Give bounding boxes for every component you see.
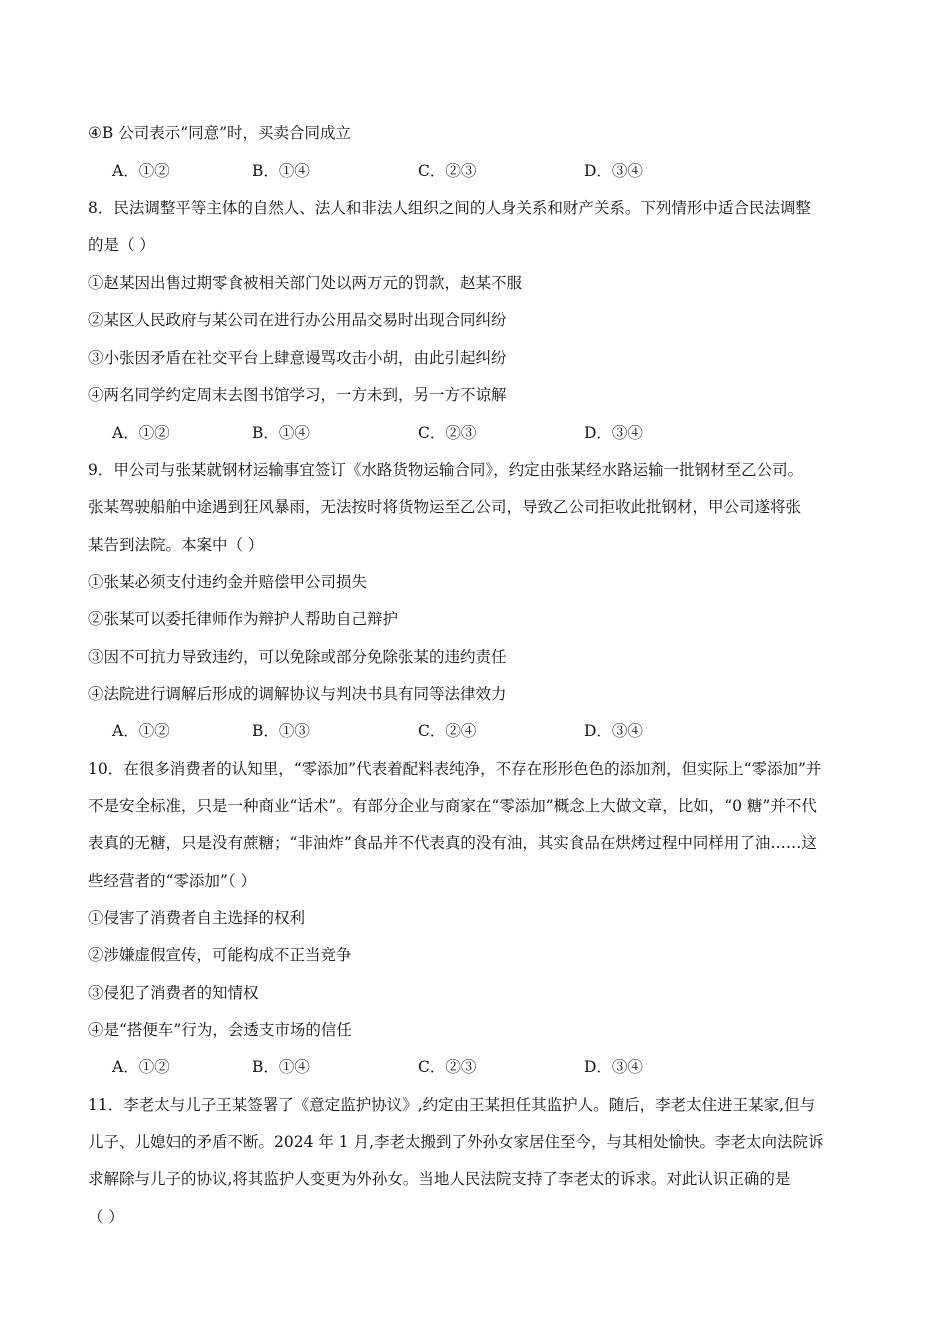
q8-option-b[interactable]: B．①④ (252, 424, 310, 442)
q8-stem-line-1: 8．民法调整平等主体的自然人、法人和非法人组织之间的人身关系和财产关系。下列情形中适合民法调整 (88, 199, 811, 217)
q9-stem-line-2: 张某驾驶船舶中途遇到狂风暴雨，无法按时将货物运至乙公司，导致乙公司拒收此批钢材，甲公司遂将张 (88, 498, 802, 516)
q7-option-a[interactable]: A．①② (112, 162, 170, 180)
q10-stem-line-4: 些经营者的“零添加”（ ） (88, 872, 257, 890)
q7-option-d[interactable]: D．③④ (584, 162, 643, 180)
q7-option-c[interactable]: C．②③ (418, 162, 477, 180)
q9-statement-2: ②张某可以委托律师作为辩护人帮助自己辩护 (88, 610, 399, 628)
q7-options (112, 160, 672, 182)
q9-statement-3: ③因不可抗力导致违约，可以免除或部分免除张某的违约责任 (88, 648, 507, 666)
q8-statement-4: ④两名同学约定周末去图书馆学习，一方未到，另一方不谅解 (88, 386, 507, 404)
q11-stem-line-4: （ ） (88, 1208, 124, 1226)
q10-options (112, 1056, 672, 1078)
q8-option-a[interactable]: A．①② (112, 424, 170, 442)
q7-statement-4: ④B 公司表示“同意”时，买卖合同成立 (88, 124, 352, 142)
q8-option-d[interactable]: D．③④ (584, 424, 643, 442)
q9-statement-1: ①张某必须支付违约金并赔偿甲公司损失 (88, 573, 368, 591)
q8-statement-2: ②某区人民政府与某公司在进行办公用品交易时出现合同纠纷 (88, 311, 507, 329)
q10-statement-4: ④是“搭便车”行为，会透支市场的信任 (88, 1021, 352, 1039)
q9-statement-4: ④法院进行调解后形成的调解协议与判决书具有同等法律效力 (88, 685, 507, 703)
q8-options (112, 422, 672, 444)
q10-statement-1: ①侵害了消费者自主选择的权利 (88, 909, 306, 927)
q8-statement-3: ③小张因矛盾在社交平台上肆意谩骂攻击小胡，由此引起纠纷 (88, 349, 507, 367)
q8-statement-1: ①赵某因出售过期零食被相关部门处以两万元的罚款，赵某不服 (88, 274, 523, 292)
q9-options (112, 720, 672, 742)
q9-option-c[interactable]: C．②④ (418, 722, 477, 740)
q10-option-c[interactable]: C．②③ (418, 1058, 477, 1076)
q10-option-d[interactable]: D．③④ (584, 1058, 643, 1076)
q9-option-a[interactable]: A．①② (112, 722, 170, 740)
q8-stem-line-2: 的是（ ） (88, 236, 155, 254)
q9-option-d[interactable]: D．③④ (584, 722, 643, 740)
q9-stem-line-1: 9．甲公司与张某就钢材运输事宜签订《水路货物运输合同》，约定由张某经水路运输一批钢材至乙公司。 (88, 461, 804, 479)
q9-option-b[interactable]: B．①③ (252, 722, 310, 740)
q11-stem-line-2: 儿子、儿媳妇的矛盾不断。2024 年 1 月,李老太搬到了外孙女家居住至今，与其相处愉快。李老太向法院诉 (88, 1133, 824, 1151)
q10-stem-line-1: 10．在很多消费者的认知里，“零添加”代表着配料表纯净，不存在形形色色的添加剂，但实际上“零添加”并 (88, 760, 822, 778)
q10-option-b[interactable]: B．①④ (252, 1058, 310, 1076)
q7-option-b[interactable]: B．①④ (252, 162, 310, 180)
q10-statement-2: ②涉嫌虚假宣传，可能构成不正当竞争 (88, 946, 352, 964)
q10-statement-3: ③侵犯了消费者的知情权 (88, 984, 259, 1002)
q11-stem-line-3: 求解除与儿子的协议,将其监护人变更为外孙女。当地人民法院支持了李老太的诉求。对此认识正确的是 (88, 1170, 791, 1188)
q11-stem-line-1: 11．李老太与儿子王某签署了《意定监护协议》,约定由王某担任其监护人。随后，李老太住进王某家,但与 (88, 1096, 816, 1114)
q9-stem-line-3: 某告到法院。本案中（ ） (88, 536, 264, 554)
q8-option-c[interactable]: C．②③ (418, 424, 477, 442)
q10-option-a[interactable]: A．①② (112, 1058, 170, 1076)
q10-stem-line-3: 表真的无糖，只是没有蔗糖；“非油炸”食品并不代表真的没有油，其实食品在烘烤过程中同样用了油……这 (88, 834, 817, 852)
q10-stem-line-2: 不是安全标准，只是一种商业“话术”。有部分企业与商家在“零添加”概念上大做文章，比如，“0 糖”并不代 (88, 797, 817, 815)
